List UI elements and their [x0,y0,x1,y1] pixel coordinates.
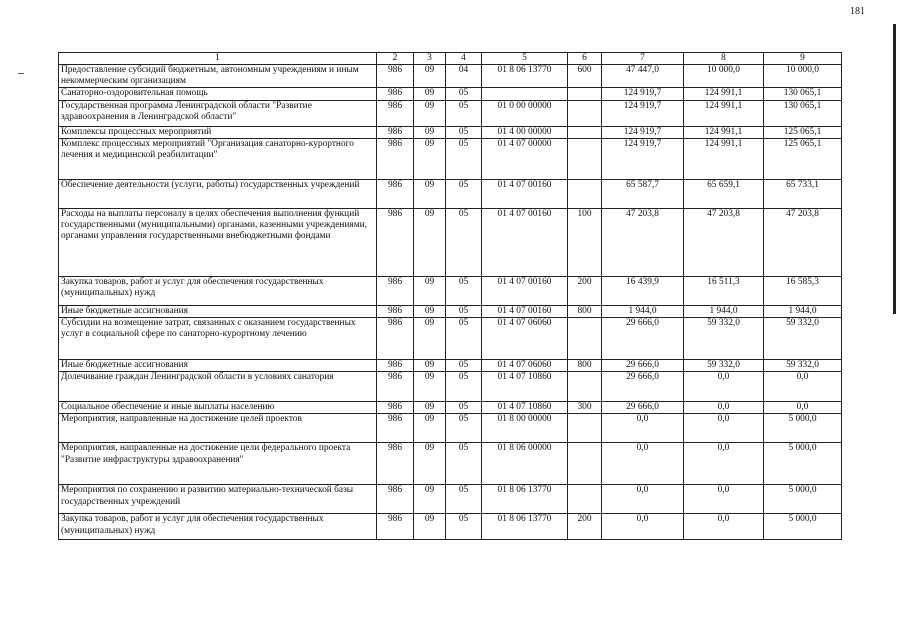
row-name: Иные бюджетные ассигнования [59,305,377,317]
row-amount-year2: 59 332,0 [684,318,764,360]
row-amount-year3: 0,0 [764,372,842,402]
col-header-7: 7 [602,53,684,65]
row-code-expense-type [568,372,602,402]
row-code-section: 09 [414,360,446,372]
row-amount-year3: 5 000,0 [764,443,842,485]
row-code-target: 01 4 07 00160 [482,179,568,208]
table-row [59,138,842,179]
row-code-subsection: 05 [446,414,482,443]
row-code-subsection: 05 [446,276,482,305]
col-header-6: 6 [568,53,602,65]
row-code-admin: 986 [377,443,414,485]
row-code-subsection: 05 [446,318,482,360]
row-name: Комплекс процессных мероприятий "Организация санаторно-курортного лечения и медицинской реабилитации" [59,138,377,179]
row-code-admin: 986 [377,88,414,100]
row-amount-year2: 0,0 [684,402,764,414]
row-amount-year3: 0,0 [764,402,842,414]
table-row [59,414,842,443]
col-header-4: 4 [446,53,482,65]
row-amount-year1: 0,0 [602,485,684,514]
row-code-expense-type [568,179,602,208]
row-code-admin: 986 [377,138,414,179]
row-code-subsection: 05 [446,88,482,100]
row-code-section: 09 [414,179,446,208]
row-code-admin: 986 [377,318,414,360]
col-header-5: 5 [482,53,568,65]
row-amount-year2: 124 991,1 [684,88,764,100]
row-code-subsection: 05 [446,514,482,540]
row-amount-year1: 0,0 [602,443,684,485]
table-row [59,208,842,276]
row-code-section: 09 [414,138,446,179]
row-name: Комплексы процессных мероприятий [59,126,377,138]
row-name: Государственная программа Ленинградской области "Развитие здравоохранения в Ленинградской области" [59,100,377,126]
row-amount-year2: 47 203,8 [684,208,764,276]
row-code-section: 09 [414,372,446,402]
row-code-section: 09 [414,276,446,305]
row-name: Предоставление субсидий бюджетным, автономным учреждениям и иным некоммерческим организациям [59,65,377,88]
row-code-expense-type: 300 [568,402,602,414]
row-amount-year1: 47 447,0 [602,65,684,88]
row-code-subsection: 05 [446,208,482,276]
row-code-admin: 986 [377,360,414,372]
row-code-admin: 986 [377,305,414,317]
row-amount-year3: 1 944,0 [764,305,842,317]
row-code-admin: 986 [377,126,414,138]
row-amount-year1: 124 919,7 [602,126,684,138]
row-code-section: 09 [414,208,446,276]
row-amount-year1: 1 944,0 [602,305,684,317]
row-code-admin: 986 [377,514,414,540]
table-row [59,65,842,88]
row-name: Долечивание граждан Ленинградской области в условиях санатория [59,372,377,402]
row-amount-year2: 0,0 [684,372,764,402]
row-amount-year2: 65 659,1 [684,179,764,208]
row-code-target: 01 4 07 00160 [482,208,568,276]
table-row [59,88,842,100]
row-amount-year1: 124 919,7 [602,138,684,179]
row-code-expense-type: 800 [568,305,602,317]
row-code-section: 09 [414,443,446,485]
table-row [59,443,842,485]
row-code-subsection: 05 [446,360,482,372]
table-row [59,305,842,317]
row-amount-year3: 16 585,3 [764,276,842,305]
row-name: Мероприятия по сохранению и развитию материально-технической базы государственных учреждений [59,485,377,514]
table-row [59,318,842,360]
row-name: Мероприятия, направленные на достижение цели федерального проекта "Развитие инфраструктуры здравоохранения" [59,443,377,485]
row-code-subsection: 05 [446,179,482,208]
row-code-expense-type [568,318,602,360]
row-code-admin: 986 [377,276,414,305]
row-amount-year2: 10 000,0 [684,65,764,88]
col-header-9: 9 [764,53,842,65]
row-code-section: 09 [414,514,446,540]
row-code-target: 01 4 07 00160 [482,305,568,317]
row-code-target: 01 8 06 00000 [482,443,568,485]
table-row [59,126,842,138]
row-code-target: 01 4 07 00000 [482,138,568,179]
row-name: Мероприятия, направленные на достижение целей проектов [59,414,377,443]
row-amount-year1: 16 439,9 [602,276,684,305]
row-code-expense-type [568,126,602,138]
table-row [59,514,842,540]
row-code-subsection: 04 [446,65,482,88]
left-margin-mark [18,73,24,74]
row-amount-year3: 5 000,0 [764,414,842,443]
row-code-target: 01 4 07 10860 [482,372,568,402]
row-amount-year1: 29 666,0 [602,360,684,372]
row-code-expense-type: 800 [568,360,602,372]
row-code-section: 09 [414,485,446,514]
row-code-subsection: 05 [446,138,482,179]
row-amount-year3: 10 000,0 [764,65,842,88]
table-row [59,179,842,208]
row-code-subsection: 05 [446,126,482,138]
row-amount-year1: 0,0 [602,514,684,540]
row-code-admin: 986 [377,208,414,276]
row-code-expense-type: 200 [568,276,602,305]
row-code-target: 01 8 00 00000 [482,414,568,443]
row-code-target: 01 8 06 13770 [482,65,568,88]
row-code-section: 09 [414,414,446,443]
row-code-section: 09 [414,100,446,126]
row-code-subsection: 05 [446,402,482,414]
row-code-expense-type: 200 [568,514,602,540]
row-code-target [482,88,568,100]
row-amount-year2: 124 991,1 [684,126,764,138]
row-code-admin: 986 [377,65,414,88]
table-row [59,276,842,305]
row-code-expense-type [568,414,602,443]
row-name: Субсидии на возмещение затрат, связанных с оказанием государственных услуг в социальной сфере по санаторно-курортному лечению [59,318,377,360]
row-code-section: 09 [414,88,446,100]
row-amount-year2: 0,0 [684,443,764,485]
row-amount-year2: 0,0 [684,414,764,443]
row-code-admin: 986 [377,100,414,126]
row-code-target: 01 8 06 13770 [482,485,568,514]
table-row [59,485,842,514]
row-amount-year2: 0,0 [684,514,764,540]
row-name: Расходы на выплаты персоналу в целях обеспечения выполнения функций государственными (муниципальными) органами, казенными учреждениями, органами управления государственными внебюджетными фондами [59,208,377,276]
row-code-target: 01 4 07 06060 [482,360,568,372]
row-code-section: 09 [414,126,446,138]
row-amount-year2: 1 944,0 [684,305,764,317]
col-header-8: 8 [684,53,764,65]
table-row [59,402,842,414]
row-amount-year3: 125 065,1 [764,138,842,179]
row-code-expense-type [568,485,602,514]
row-code-target: 01 4 07 10860 [482,402,568,414]
row-code-admin: 986 [377,372,414,402]
row-code-subsection: 05 [446,372,482,402]
row-amount-year3: 59 332,0 [764,360,842,372]
row-code-admin: 986 [377,414,414,443]
row-amount-year2: 0,0 [684,485,764,514]
row-name: Социальное обеспечение и иные выплаты населению [59,402,377,414]
row-code-subsection: 05 [446,443,482,485]
row-code-expense-type [568,138,602,179]
row-amount-year1: 0,0 [602,414,684,443]
table-row [59,100,842,126]
row-code-expense-type [568,88,602,100]
row-code-admin: 986 [377,402,414,414]
page-number: 181 [850,6,865,17]
row-amount-year3: 5 000,0 [764,485,842,514]
row-amount-year3: 65 733,1 [764,179,842,208]
row-amount-year2: 59 332,0 [684,360,764,372]
row-amount-year2: 124 991,1 [684,100,764,126]
row-code-target: 01 4 07 06060 [482,318,568,360]
row-name: Обеспечение деятельности (услуги, работы) государственных учреждений [59,179,377,208]
row-code-subsection: 05 [446,305,482,317]
row-amount-year3: 125 065,1 [764,126,842,138]
budget-table [58,52,842,540]
table-row [59,372,842,402]
row-amount-year1: 47 203,8 [602,208,684,276]
table-row [59,360,842,372]
row-code-admin: 986 [377,179,414,208]
col-header-2: 2 [377,53,414,65]
row-code-expense-type [568,100,602,126]
row-amount-year3: 59 332,0 [764,318,842,360]
row-amount-year1: 29 666,0 [602,402,684,414]
row-amount-year3: 5 000,0 [764,514,842,540]
row-amount-year3: 47 203,8 [764,208,842,276]
row-amount-year1: 124 919,7 [602,88,684,100]
row-amount-year1: 29 666,0 [602,372,684,402]
row-code-subsection: 05 [446,100,482,126]
row-code-target: 01 4 07 00160 [482,276,568,305]
row-amount-year3: 130 065,1 [764,88,842,100]
row-code-admin: 986 [377,485,414,514]
row-code-subsection: 05 [446,485,482,514]
row-code-section: 09 [414,402,446,414]
row-amount-year2: 124 991,1 [684,138,764,179]
row-code-target: 01 4 00 00000 [482,126,568,138]
row-code-expense-type: 100 [568,208,602,276]
table-body [59,65,842,540]
table-header-row [59,53,842,65]
row-amount-year2: 16 511,3 [684,276,764,305]
row-name: Закупка товаров, работ и услуг для обеспечения государственных (муниципальных) нужд [59,276,377,305]
row-name: Санаторно-оздоровительная помощь [59,88,377,100]
row-code-section: 09 [414,65,446,88]
row-code-expense-type: 600 [568,65,602,88]
row-amount-year1: 124 919,7 [602,100,684,126]
row-code-target: 01 8 06 13770 [482,514,568,540]
row-name: Иные бюджетные ассигнования [59,360,377,372]
right-margin-bar [893,24,896,314]
row-amount-year1: 29 666,0 [602,318,684,360]
row-code-target: 01 0 00 00000 [482,100,568,126]
row-name: Закупка товаров, работ и услуг для обеспечения государственных (муниципальных) нужд [59,514,377,540]
row-amount-year3: 130 065,1 [764,100,842,126]
col-header-1: 1 [59,53,377,65]
row-amount-year1: 65 587,7 [602,179,684,208]
row-code-expense-type [568,443,602,485]
row-code-section: 09 [414,305,446,317]
row-code-section: 09 [414,318,446,360]
col-header-3: 3 [414,53,446,65]
